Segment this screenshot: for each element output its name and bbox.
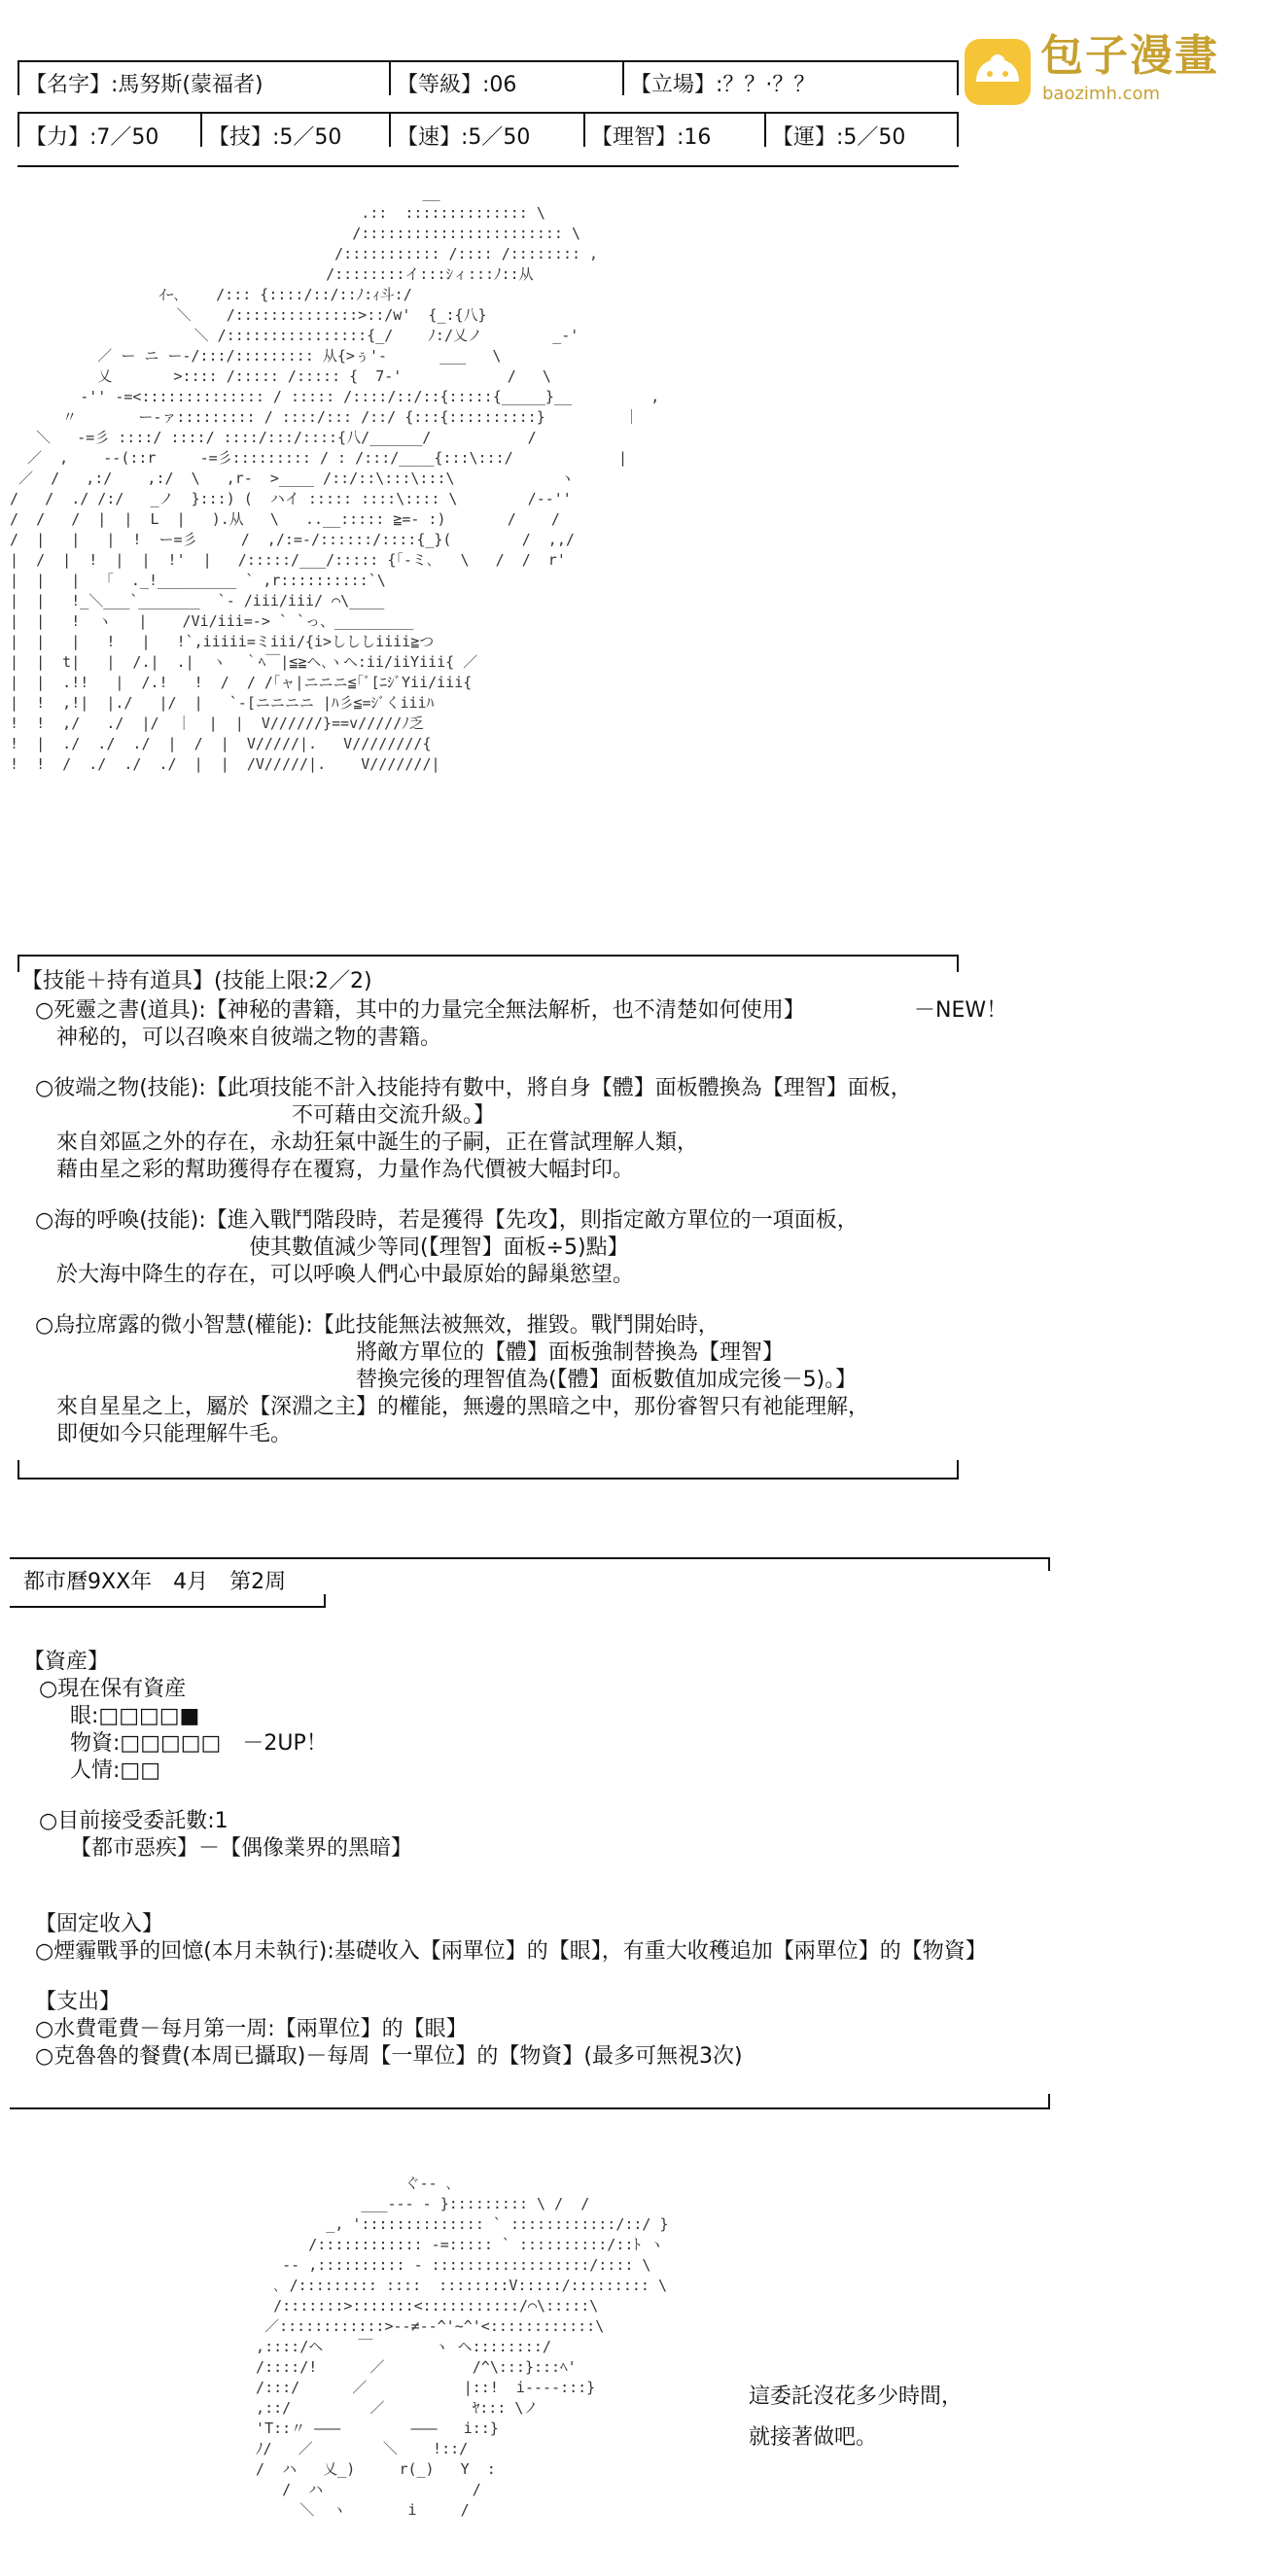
skill-line: 使其數值減少等同(【理智】面板÷5)點】 <box>35 1236 629 1260</box>
skill-line: 即便如今只能理解牛毛。 <box>35 1422 293 1446</box>
dialogue-line: 這委託沒花多少時間， <box>749 2385 964 2409</box>
skill-line: 不可藉由交流升級。】 <box>35 1103 496 1128</box>
asset-goods: 物資:□□□□□ －2UP！ <box>70 1731 328 1756</box>
status-sanity: 【理智】:16 <box>591 125 712 150</box>
status-stance: 【立場】:？？·？？ <box>630 73 816 97</box>
watermark-url: baozimh.com <box>1042 84 1161 104</box>
skill-line: 於大海中降生的存在，可以呼喚人們心中最原始的歸巢慾望。 <box>35 1263 635 1287</box>
skill-line: 來自郊區之外的存在，永劫狂氣中誕生的子嗣，正在嘗試理解人類， <box>35 1131 699 1155</box>
girl-ascii-art: ぐ-‐ ､ ___-‐- - }::::::::: \ / / _, ':::::::::::::: ` ::::::::::::/::/ } /:::::::::::: -=::::: ` ::::::::::/::ﾄ ヽ -‐ ,:::::::::: ‐ ::::::::::::::::::/:::: \ ､ /::::::::: :::: ::::::::V:::::/::::::::: \ /:::::::>:::::::<:::::::::::/⌒\:::::\ ／::::::::::::>‐‐≠‐‐^'~^'<::::::::::::\ ,::::/ヘ ￣ ヽ ヘ::::::::/ /::::/! ／ /^\:::}:::ﾍ' /:::/ ／ |::! i----:::} ,::/ ／ ﾔ::: \ノ 'T::〃 ――― ――― i::} ﾉ/ ／ ＼ !::/ / ハ 乂_) r(_) Y : / ハ / ＼ ヽ i / <box>256 2175 669 2519</box>
watermark-logo <box>963 31 1245 117</box>
status-spd: 【速】:5／50 <box>397 125 531 150</box>
skill-line: ○烏拉席露的微小智慧(權能):【此技能無法被無效，摧毀。戰鬥開始時， <box>35 1313 720 1338</box>
assets-commissions: ○目前接受委託數:1 <box>39 1809 228 1833</box>
bun-logo-icon <box>963 37 1033 107</box>
skill-line: 神秘的，可以召喚來自彼端之物的書籍。 <box>35 1026 442 1050</box>
new-badge: －NEW！ <box>914 998 1008 1023</box>
skill-line: 藉由星之彩的幫助獲得存在覆寫，力量作為代價被大幅封印。 <box>35 1158 635 1182</box>
status-luck: 【運】:5／50 <box>772 125 906 150</box>
asset-eye: 眼:□□□□■ <box>70 1704 200 1728</box>
skill-line: ○海的呼喚(技能):【進入戰鬥階段時，若是獲得【先攻】，則指定敵方單位的一項面板， <box>35 1208 859 1233</box>
watermark-text: 包子漫畫 <box>1040 31 1219 81</box>
skill-line: ○死靈之書(道具):【神秘的書籍，其中的力量完全無法解析，也不清楚如何使用】 <box>35 998 805 1023</box>
skill-line: 將敵方單位的【體】面板強制替換為【理智】 <box>35 1340 785 1365</box>
expense-item: ○克魯魯的餐費(本周已攝取)－每周【一單位】的【物資】(最多可無視3次) <box>35 2044 743 2069</box>
figure-ascii-art: __ .:: :::::::::::::: \ /::::::::::::::::::::::: \ /::::::::::: /:::: /:::::::: , /::::::::イ:::ｼィ:::ﾉ::从 ｲｰ､ /::: {::::/::/::ﾉ:ｨ斗:/ ＼ /::::::::::::::>::/w' {_:{八} ＼ /::::::::::::::::{_/ ﾉ:/乂ノ _-' ／ ー ニ ー‐/:::/::::::::: 从{>ぅ'- ___ \ 乂 >:::: /::::: /::::: { 7-' / \ -'' -=<:::::::::::::: / ::::: /::::/::/::{:::::{_____}__ , 〃 ー-ァ::::::::: / ::::/::: /::/ {:::{::::::::::} ｜ ＼ ‐=彡 ::::/ ::::/ ::::/:::/::::{八/______/ / ／ , ‐-(::r ‐=彡::::::::: / : /:::/____{:::\:::/ | ／ / ,:/ ,:/ \ ,r‐ >____ /::/::\:::\:::\ ヽ / / ./ /:/ _ノ }:::) ( ハイ ::::: ::::\:::: \ /‐‐'' / / / | | L | ).从 \ ..__::::: ≧=- :) / / / | | | ! ー=彡 / ,/:=-/::::::/::::{_}( / ,,/ | / | ! | | !' | /:::::/___/::::: {｢-ミ､ \ / / r' | | | ｢ ._!_________ ` ,r::::::::::`\ | | !_＼___`_______ `- /iii/iii/ ⌒\____ | | ! ヽ | /Vi/iii=-> ` `っ、_________ | | | ! | !`,iiiii=ミiii/{i>しししiiii≧つ | | t| | /.| .| ヽ ｀ﾍ￣|≦≧ヘ､ヽヘ:ii/iiYiii{ ／ | | .!! | /.! ! / / /｢ャ|ニニニ≦｢ﾞ[ﾆｼﾞYii/iii{ | ! ,!| |./ |/ | `‐[ニニニニ |ﾊ彡≦=ｼﾞくiiiﾊ ! ! ,/ ./ |/ ｜ | | V//////}==v/////ﾉ乏 ! | ./ ./ ./ | / | V/////|. V////////{ ! ! / ./ ./ ./ | | /V/////|. V///////| <box>10 184 660 773</box>
dialogue-line: 就接著做吧。 <box>749 2425 878 2450</box>
fixed-income-title: 【固定收入】 <box>35 1912 164 1936</box>
expense-item: ○水費電費－每月第一周:【兩單位】的【眼】 <box>35 2017 468 2041</box>
expense-title: 【支出】 <box>35 1990 122 2014</box>
skills-header: 【技能＋持有道具】(技能上限:2／2) <box>21 969 372 993</box>
commission-item: 【都市惡疾】－【偶像業界的黑暗】 <box>70 1836 413 1861</box>
asset-favor: 人情:□□ <box>70 1758 160 1783</box>
status-level: 【等級】:06 <box>397 73 517 97</box>
status-name: 【名字】:馬努斯(蒙福者) <box>25 73 263 97</box>
status-str: 【力】:7／50 <box>25 125 159 150</box>
fixed-income-item: ○煙霾戰爭的回憶(本月未執行):基礎收入【兩單位】的【眼】，有重大收穫追加【兩單位】的【物資】 <box>35 1939 987 1964</box>
skill-line: 替換完後的理智值為(【體】面板數值加成完後－5)。】 <box>35 1368 858 1392</box>
status-tech: 【技】:5／50 <box>208 125 342 150</box>
assets-current: ○現在保有資産 <box>39 1677 187 1701</box>
calendar-date: 都市曆9XX年 4月 第2周 <box>23 1570 287 1594</box>
skill-line: 來自星星之上，屬於【深淵之主】的權能，無邊的黑暗之中，那份睿智只有祂能理解， <box>35 1395 870 1419</box>
skill-line: ○彼端之物(技能):【此項技能不計入技能持有數中，將自身【體】面板體換為【理智】面板， <box>35 1076 912 1100</box>
assets-title: 【資産】 <box>23 1650 110 1674</box>
